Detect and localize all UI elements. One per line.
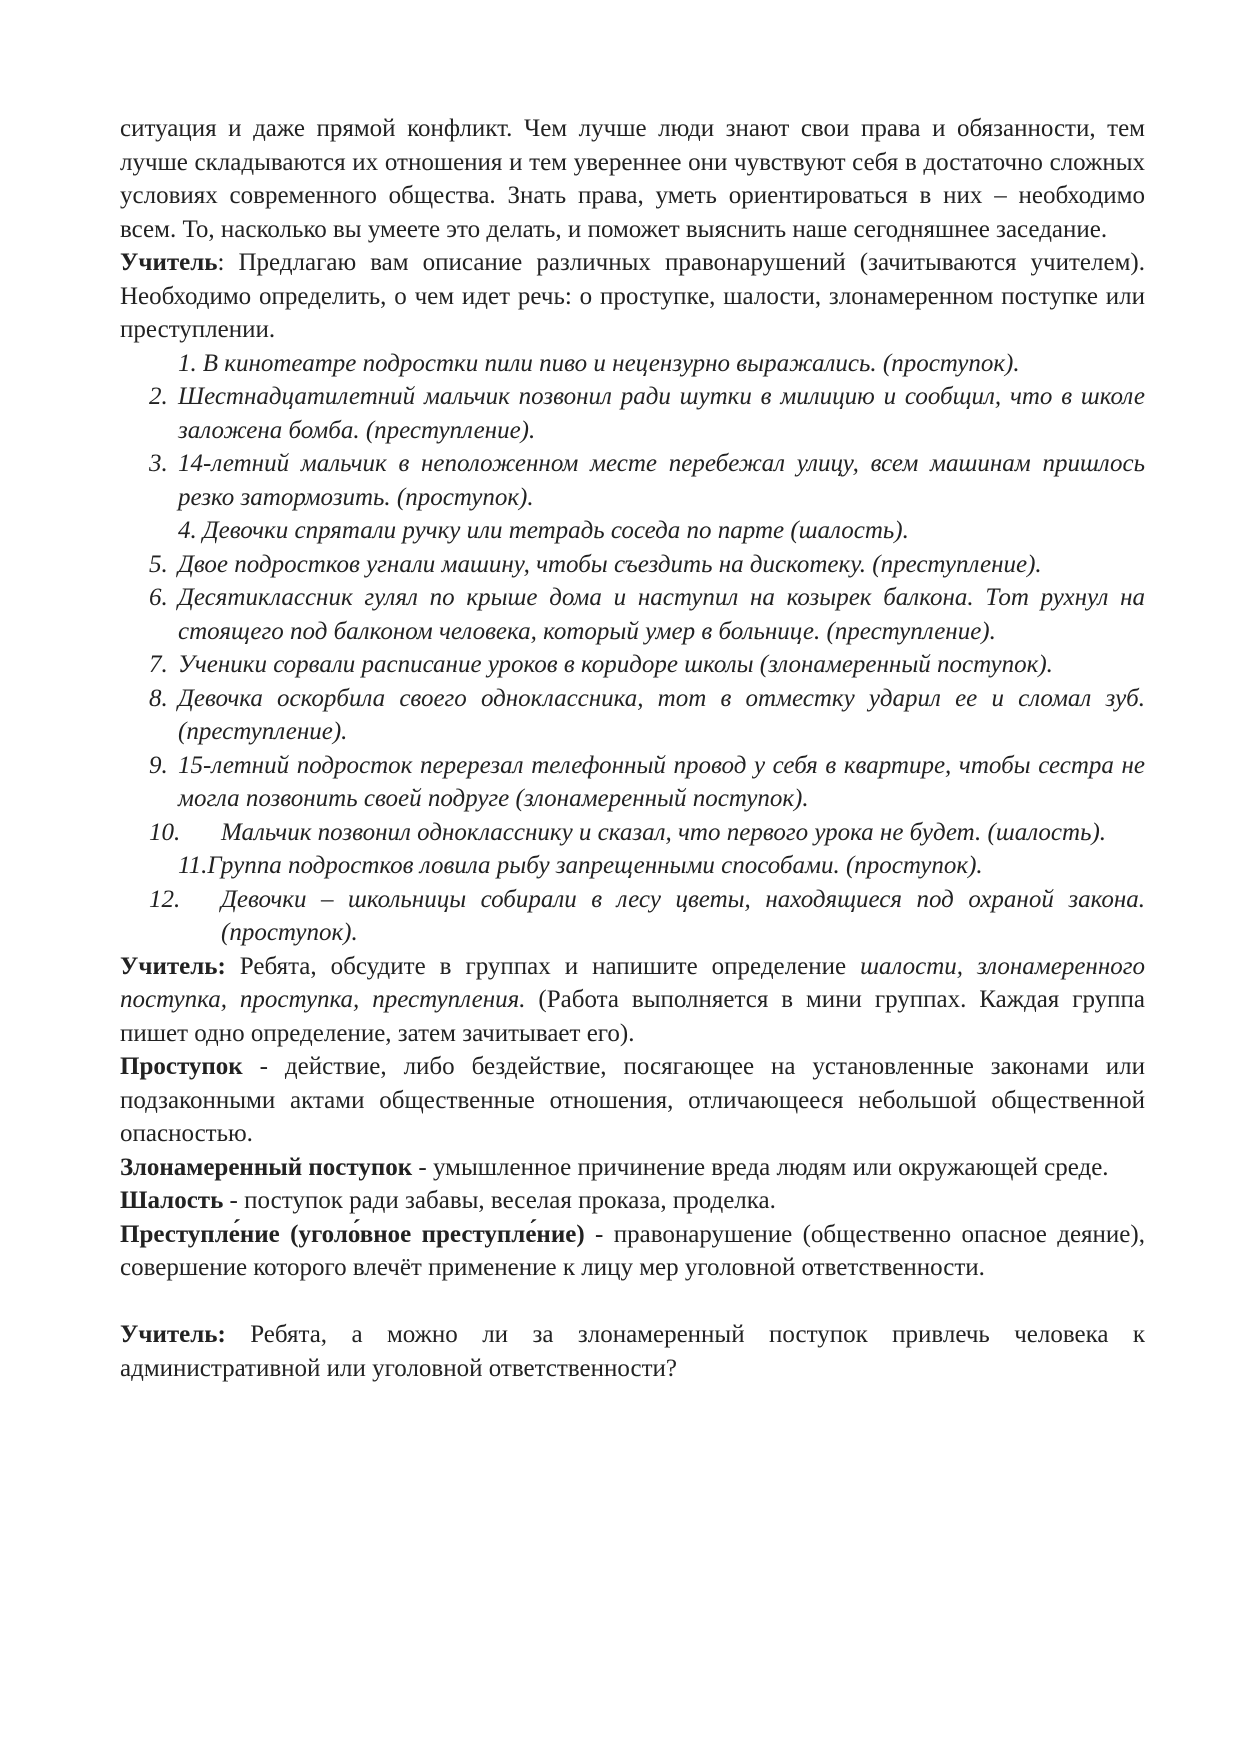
definition-text: - умышленное причинение вреда людям или окружающей среде. — [412, 1153, 1109, 1181]
list-item-number: 3. — [149, 450, 168, 477]
list-item-number: 4. — [178, 517, 197, 544]
list-item — [120, 514, 1145, 548]
list-item — [120, 581, 1145, 648]
list-item-text: Девочки – школьницы собирали в лесу цветы, находящиеся под охраной закона. (проступок). — [221, 885, 1145, 946]
teacher-text: (Работа выполняется в мини группах. Каждая группа пишет одно определение, затем зачитывает его). — [120, 986, 1145, 1047]
speaker-label: Учитель: — [120, 952, 226, 980]
teacher-text: Предлагаю вам описание различных правонарушений (зачитываются учителем). Необходимо определить, о чем идет речь: о проступке, шалости, злонамеренном поступке или преступлении. — [120, 249, 1145, 343]
teacher-prompt-3 — [120, 1318, 1145, 1385]
definition-term: Проступок — [120, 1053, 243, 1080]
list-item-text: Десятиклассник гулял по крыше дома и наступил на козырек балкона. Тот рухнул на стоящего под балконом человека, который умер в больнице. (преступление). — [178, 584, 1145, 645]
definition-text: - поступок ради забавы, веселая проказа, проделка. — [223, 1187, 776, 1214]
list-item — [120, 749, 1145, 816]
speaker-colon: : — [217, 249, 225, 276]
paragraph-gap — [120, 1285, 1145, 1319]
teacher-text: Ребята, обсудите в группах и напишите определение — [225, 952, 861, 980]
definition-misdemeanor — [120, 1050, 1145, 1151]
definition-text: - правонарушение (общественно опасное деяние), совершение которого влечёт применение к лицу мер уголовной ответственности. — [120, 1220, 1145, 1281]
list-item-text: В кинотеатре подростки пили пиво и нецензурно выражались. (проступок). — [202, 349, 1020, 377]
definition-term: Преступле́ние (уголо́вное преступле́ние) — [120, 1220, 585, 1248]
list-item-number: 10. — [149, 818, 181, 846]
list-item — [120, 849, 1145, 883]
definition-prank — [120, 1184, 1145, 1218]
list-item-number: 11. — [178, 852, 208, 879]
list-item-text: Девочки спрятали ручку или тетрадь соседа по парте (шалость). — [202, 517, 909, 544]
document-page — [120, 112, 1145, 1385]
definition-malicious-act — [120, 1151, 1145, 1185]
list-item — [120, 548, 1145, 582]
list-item — [120, 883, 1145, 950]
list-item-text: Группа подростков ловила рыбу запрещенными способами. (проступок). — [207, 852, 983, 879]
intro-paragraph: ситуация и даже прямой конфликт. Чем лучше люди знают свои права и обязанности, тем лучше складываются их отношения и тем увереннее они чувствуют себя в достаточно сложных условиях современного общества. Знать права, уметь ориентироваться в них – необходимо всем. То, насколько вы умеете это делать, и поможет выяснить наше сегодняшнее заседание. — [120, 115, 1145, 243]
speaker-label: Учитель: — [120, 1321, 226, 1348]
list-item-text: Ученики сорвали расписание уроков в коридоре школы (злонамеренный поступок). — [178, 651, 1053, 678]
teacher-prompt-1 — [120, 246, 1145, 347]
list-item-text: 14-летний мальчик в неположенном месте перебежал улицу, всем машинам пришлось резко затормозить. (проступок). — [178, 450, 1145, 511]
list-item-number: 2. — [149, 383, 168, 410]
list-item-number: 9. — [149, 751, 168, 779]
teacher-prompt-2 — [120, 950, 1145, 1051]
cases-list — [120, 347, 1145, 950]
definition-term: Злонамеренный поступок — [120, 1153, 413, 1181]
list-item — [120, 816, 1145, 850]
list-item-number: 1. — [178, 349, 197, 377]
list-item-text: Девочка оскорбила своего одноклассника, тот в отместку ударил ее и сломал зуб. (преступление). — [178, 684, 1145, 745]
list-item-text: Мальчик позвонил однокласснику и сказал, что первого урока не будет. (шалость). — [221, 818, 1107, 846]
list-item-number: 5. — [149, 550, 168, 578]
list-item-text: Двое подростков угнали машину, чтобы съездить на дискотеку. (преступление). — [178, 550, 1042, 578]
teacher-text: Ребята, а можно ли за злонамеренный поступок привлечь человека к административной или уголовной ответственности? — [120, 1321, 1145, 1382]
list-item-text: Шестнадцатилетний мальчик позвонил ради шутки в милицию и сообщил, что в школе заложена бомба. (преступление). — [178, 383, 1145, 444]
list-item-number: 8. — [149, 684, 168, 712]
definition-text: - действие, либо бездействие, посягающее на установленные законами или подзаконными актами общественные отношения, отличающееся небольшой общественной опасностью. — [120, 1053, 1145, 1147]
list-item — [120, 447, 1145, 514]
list-item-number: 12. — [149, 885, 181, 913]
teacher-text-italic: шалости, злонамеренного поступка, проступка, преступления. — [120, 952, 1145, 1013]
list-item-number: 7. — [149, 651, 168, 678]
list-item — [120, 648, 1145, 682]
list-item-number: 6. — [149, 584, 168, 611]
definition-crime — [120, 1218, 1145, 1285]
speaker-label: Учитель — [120, 249, 218, 276]
list-item — [120, 682, 1145, 749]
list-item — [120, 380, 1145, 447]
list-item — [120, 347, 1145, 381]
definition-term: Шалость — [120, 1187, 224, 1214]
list-item-text: 15-летний подросток перерезал телефонный провод у себя в квартире, чтобы сестра не могла позвонить своей подруге (злонамеренный поступок). — [178, 751, 1145, 812]
